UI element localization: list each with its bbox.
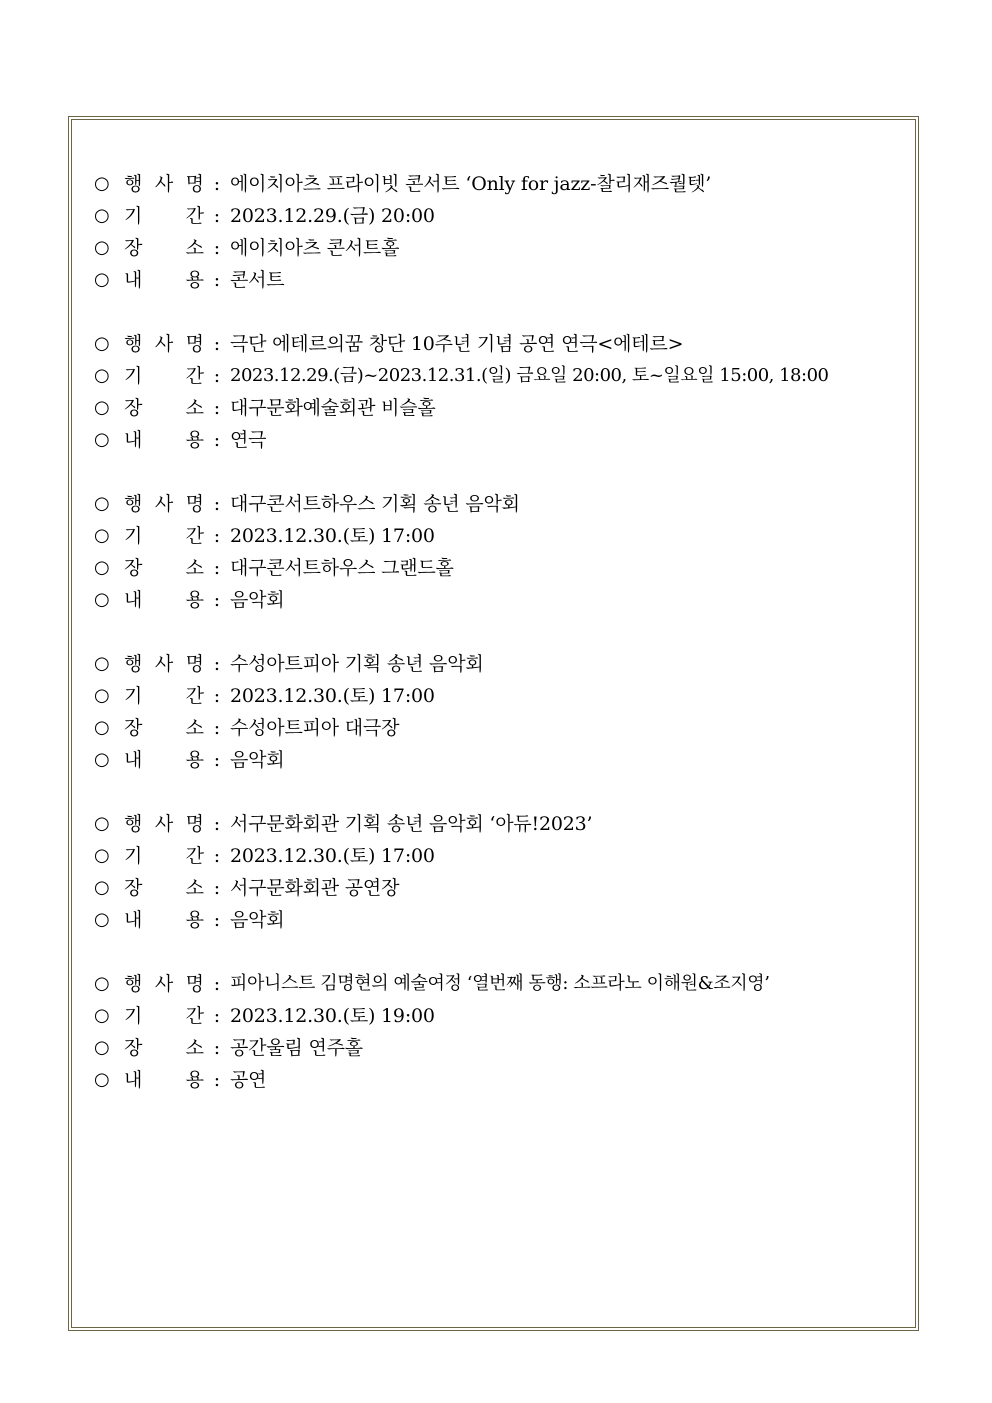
event-place-row — [94, 1032, 914, 1064]
bullet-circle-icon: ○ — [94, 973, 110, 994]
field-label-place: 장 소 — [124, 1037, 204, 1059]
field-separator: : — [213, 205, 221, 227]
event-content: 음악회 — [230, 589, 285, 611]
field-label-place: 장 소 — [124, 877, 204, 899]
bullet-circle-icon: ○ — [94, 365, 110, 386]
event-place: 대구문화예술회관 비슬홀 — [230, 397, 436, 419]
event-period-row — [94, 680, 914, 712]
field-label-content: 내 용 — [124, 429, 204, 451]
event-name-row — [94, 968, 914, 1000]
event-content: 음악회 — [230, 749, 285, 771]
event-block — [94, 808, 914, 936]
event-place-row — [94, 712, 914, 744]
field-label-content: 내 용 — [124, 269, 204, 291]
field-separator: : — [213, 237, 221, 259]
field-label-name: 행 사 명 — [124, 813, 204, 835]
event-period: 2023.12.30.(토) 17:00 — [230, 845, 435, 867]
bullet-circle-icon: ○ — [94, 493, 110, 514]
field-separator: : — [213, 1037, 221, 1059]
event-period: 2023.12.29.(금)~2023.12.31.(일) 금요일 20:00, 토~일요일 15:00, 18:00 — [230, 365, 829, 386]
field-separator: : — [213, 685, 221, 707]
event-name-row — [94, 808, 914, 840]
field-label-content: 내 용 — [124, 909, 204, 931]
bullet-circle-icon: ○ — [94, 173, 110, 194]
event-period: 2023.12.30.(토) 17:00 — [230, 525, 435, 547]
bullet-circle-icon: ○ — [94, 1069, 110, 1090]
bullet-circle-icon: ○ — [94, 269, 110, 290]
event-period-row — [94, 840, 914, 872]
bullet-circle-icon: ○ — [94, 237, 110, 258]
event-place-row — [94, 872, 914, 904]
field-label-name: 행 사 명 — [124, 973, 204, 995]
field-separator: : — [213, 973, 221, 995]
field-separator: : — [213, 749, 221, 771]
field-label-place: 장 소 — [124, 397, 204, 419]
event-content-row — [94, 424, 914, 456]
event-name-row — [94, 648, 914, 680]
bullet-circle-icon: ○ — [94, 749, 110, 770]
field-label-name: 행 사 명 — [124, 493, 204, 515]
field-separator: : — [213, 717, 221, 739]
field-label-content: 내 용 — [124, 589, 204, 611]
field-separator: : — [213, 813, 221, 835]
event-place: 수성아트피아 대극장 — [230, 717, 400, 739]
event-name-row — [94, 328, 914, 360]
field-separator: : — [213, 365, 221, 387]
event-name: 수성아트피아 기획 송년 음악회 — [230, 653, 484, 675]
bullet-circle-icon: ○ — [94, 717, 110, 738]
bullet-circle-icon: ○ — [94, 525, 110, 546]
field-label-name: 행 사 명 — [124, 173, 204, 195]
event-name: 극단 에테르의꿈 창단 10주년 기념 공연 연극<에테르> — [230, 333, 684, 355]
field-separator: : — [213, 173, 221, 195]
event-period: 2023.12.29.(금) 20:00 — [230, 205, 435, 227]
event-block — [94, 328, 914, 456]
event-content-row — [94, 904, 914, 936]
event-content-row — [94, 264, 914, 296]
event-place: 에이치아츠 콘서트홀 — [230, 237, 400, 259]
bullet-circle-icon: ○ — [94, 813, 110, 834]
field-separator: : — [213, 909, 221, 931]
bullet-circle-icon: ○ — [94, 589, 110, 610]
event-content-row — [94, 1064, 914, 1096]
event-name: 대구콘서트하우스 기획 송년 음악회 — [230, 493, 520, 515]
event-period: 2023.12.30.(토) 17:00 — [230, 685, 435, 707]
event-period-row — [94, 360, 914, 392]
event-name-row — [94, 168, 914, 200]
event-content: 공연 — [230, 1069, 267, 1091]
field-label-content: 내 용 — [124, 749, 204, 771]
field-label-period: 기 간 — [124, 205, 204, 227]
field-separator: : — [213, 333, 221, 355]
event-block — [94, 168, 914, 296]
bullet-circle-icon: ○ — [94, 653, 110, 674]
field-separator: : — [213, 1069, 221, 1091]
field-separator: : — [213, 557, 221, 579]
field-separator: : — [213, 525, 221, 547]
field-label-place: 장 소 — [124, 237, 204, 259]
event-period-row — [94, 520, 914, 552]
event-content-row — [94, 584, 914, 616]
bullet-circle-icon: ○ — [94, 205, 110, 226]
bullet-circle-icon: ○ — [94, 557, 110, 578]
event-block — [94, 488, 914, 616]
event-list — [94, 168, 914, 1128]
field-label-period: 기 간 — [124, 1005, 204, 1027]
event-block — [94, 968, 914, 1096]
event-name-row — [94, 488, 914, 520]
bullet-circle-icon: ○ — [94, 1005, 110, 1026]
event-content: 음악회 — [230, 909, 285, 931]
event-block — [94, 648, 914, 776]
bullet-circle-icon: ○ — [94, 877, 110, 898]
event-place: 대구콘서트하우스 그랜드홀 — [230, 557, 454, 579]
field-label-name: 행 사 명 — [124, 653, 204, 675]
bullet-circle-icon: ○ — [94, 1037, 110, 1058]
field-label-period: 기 간 — [124, 845, 204, 867]
bullet-circle-icon: ○ — [94, 845, 110, 866]
event-place-row — [94, 552, 914, 584]
bullet-circle-icon: ○ — [94, 685, 110, 706]
field-label-period: 기 간 — [124, 525, 204, 547]
event-place: 공간울림 연주홀 — [230, 1037, 363, 1059]
field-separator: : — [213, 589, 221, 611]
field-label-place: 장 소 — [124, 557, 204, 579]
field-separator: : — [213, 493, 221, 515]
field-separator: : — [213, 877, 221, 899]
bullet-circle-icon: ○ — [94, 909, 110, 930]
field-label-place: 장 소 — [124, 717, 204, 739]
field-label-period: 기 간 — [124, 365, 204, 387]
event-name: 에이치아츠 프라이빗 콘서트 ‘Only for jazz-찰리재즈퀄텟’ — [230, 173, 712, 195]
event-name: 서구문화회관 기획 송년 음악회 ‘아듀!2023’ — [230, 813, 593, 835]
field-label-name: 행 사 명 — [124, 333, 204, 355]
event-content: 콘서트 — [230, 269, 285, 291]
event-content: 연극 — [230, 429, 267, 451]
field-separator: : — [213, 397, 221, 419]
field-separator: : — [213, 845, 221, 867]
field-label-period: 기 간 — [124, 685, 204, 707]
bullet-circle-icon: ○ — [94, 397, 110, 418]
event-period: 2023.12.30.(토) 19:00 — [230, 1005, 435, 1027]
event-content-row — [94, 744, 914, 776]
field-separator: : — [213, 653, 221, 675]
field-separator: : — [213, 429, 221, 451]
bullet-circle-icon: ○ — [94, 429, 110, 450]
event-period-row — [94, 200, 914, 232]
event-name: 피아니스트 김명현의 예술여정 ‘열번째 동행: 소프라노 이해원&조지영’ — [230, 973, 770, 994]
event-place-row — [94, 232, 914, 264]
field-label-content: 내 용 — [124, 1069, 204, 1091]
field-separator: : — [213, 1005, 221, 1027]
event-place-row — [94, 392, 914, 424]
event-period-row — [94, 1000, 914, 1032]
bullet-circle-icon: ○ — [94, 333, 110, 354]
field-separator: : — [213, 269, 221, 291]
event-place: 서구문화회관 공연장 — [230, 877, 400, 899]
